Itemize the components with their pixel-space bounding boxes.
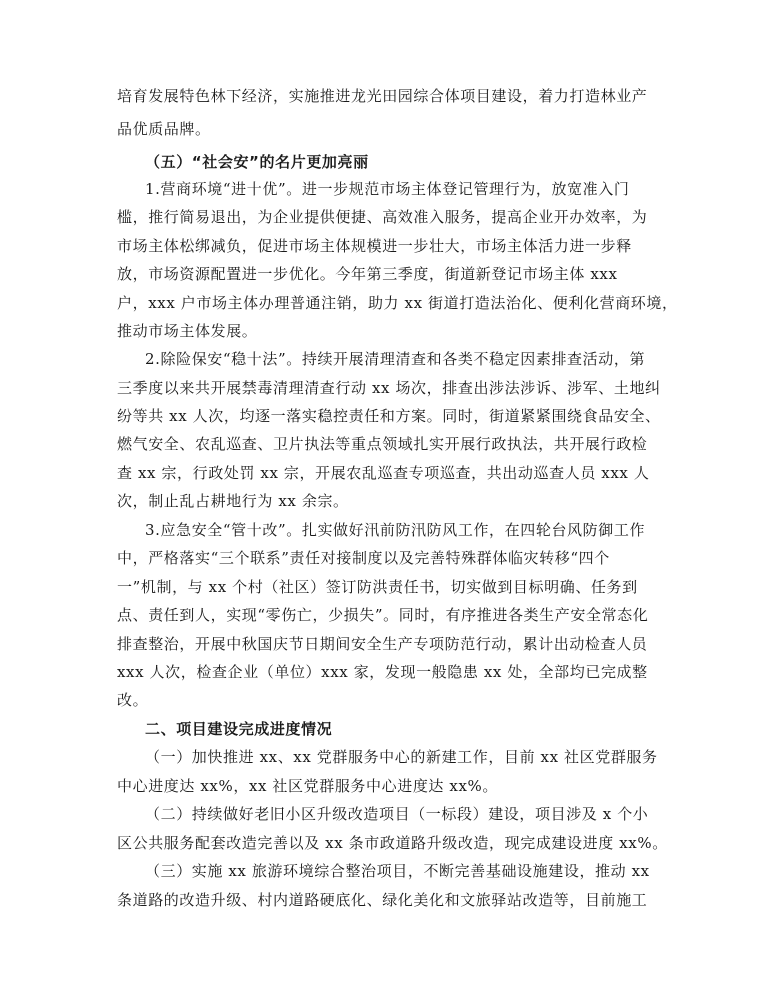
paragraph-line: （一）加快推进 xx、xx 党群服务中心的新建工作，目前 xx 社区党群服务 [145, 748, 658, 766]
paragraph-line: 点、责任到人，实现“零伤亡，少损失”。同时，有序推进各类生产安全常态化 [117, 606, 649, 624]
paragraph-line: 市场主体松绑减负，促进市场主体规模进一步壮大，市场主体活力进一步释 [117, 237, 632, 255]
paragraph-line: 3.应急安全“管十改”。扎实做好汛前防汛防风工作，在四轮台风防御工作 [145, 521, 646, 539]
paragraph-line: 区公共服务配套改造完善以及 xx 条市政道路升级改造，现完成建设进度 xx%。 [117, 834, 668, 852]
paragraph-line: 一”机制，与 xx 个村（社区）签订防洪责任书，切实做到目标明确、任务到 [117, 578, 638, 596]
paragraph-line: 次，制止乱占耕地行为 xx 余宗。 [117, 492, 349, 510]
paragraph-line: 1.营商环境“进十优”。进一步规范市场主体登记管理行为，放宽准入门 [145, 180, 630, 198]
section-heading: 二、项目建设完成进度情况 [145, 720, 333, 738]
paragraph-line: 培育发展特色林下经济，实施推进龙光田园综合体项目建设，着力打造林业产 [117, 87, 648, 105]
paragraph-line: 三季度以来共开展禁毒清理清查行动 xx 场次，排查出涉法涉诉、涉军、土地纠 [117, 379, 661, 397]
paragraph-line: xxx 人次，检查企业（单位）xxx 家，发现一般隐患 xx 处，全部均已完成整 [117, 663, 648, 681]
paragraph-line: 燃气安全、农乱巡查、卫片执法等重点领域扎实开展行政执法，共开展行政检 [117, 435, 648, 453]
paragraph-line: 改。 [117, 691, 149, 709]
paragraph-line: 中，严格落实“三个联系”责任对接制度以及完善特殊群体临灾转移“四个 [117, 549, 610, 567]
paragraph-line: 条道路的改造升级、村内道路硬底化、绿化美化和文旅驿站改造等，目前施工 [117, 891, 648, 909]
paragraph-line: （二）持续做好老旧小区升级改造项目（一标段）建设，项目涉及 x 个小 [145, 805, 649, 823]
paragraph-line: 槛，推行简易退出，为企业提供便捷、高效准入服务，提高企业开办效率，为 [117, 208, 648, 226]
paragraph-line: 查 xx 宗，行政处罚 xx 宗，开展农乱巡查专项巡查，共出动巡查人员 xxx 人 [117, 464, 650, 482]
paragraph-line: 排查整治，开展中秋国庆节日期间安全生产专项防范行动，累计出动检查人员 [117, 635, 648, 653]
paragraph-line: （三）实施 xx 旅游环境综合整治项目，不断完善基础设施建设，推动 xx [145, 862, 650, 880]
paragraph-line: 放，市场资源配置进一步优化。今年第三季度，街道新登记市场主体 xxx [117, 265, 618, 283]
paragraph-line: 品优质品牌。 [117, 120, 211, 138]
section-heading: （五）“社会安”的名片更加亮丽 [145, 153, 369, 171]
paragraph-line: 纷等共 xx 人次，均逐一落实稳控责任和方案。同时，街道紧紧围绕食品安全、 [117, 407, 661, 425]
paragraph-line: 推动市场主体发展。 [117, 322, 258, 340]
paragraph-line: 2.除险保安“稳十法”。持续开展清理清查和各类不稳定因素排查活动，第 [145, 350, 646, 368]
paragraph-line: 中心进度达 xx%，xx 社区党群服务中心进度达 xx%。 [117, 777, 498, 795]
paragraph-line: 户，xxx 户市场主体办理普通注销，助力 xx 街道打造法治化、便利化营商环境， [117, 294, 678, 312]
